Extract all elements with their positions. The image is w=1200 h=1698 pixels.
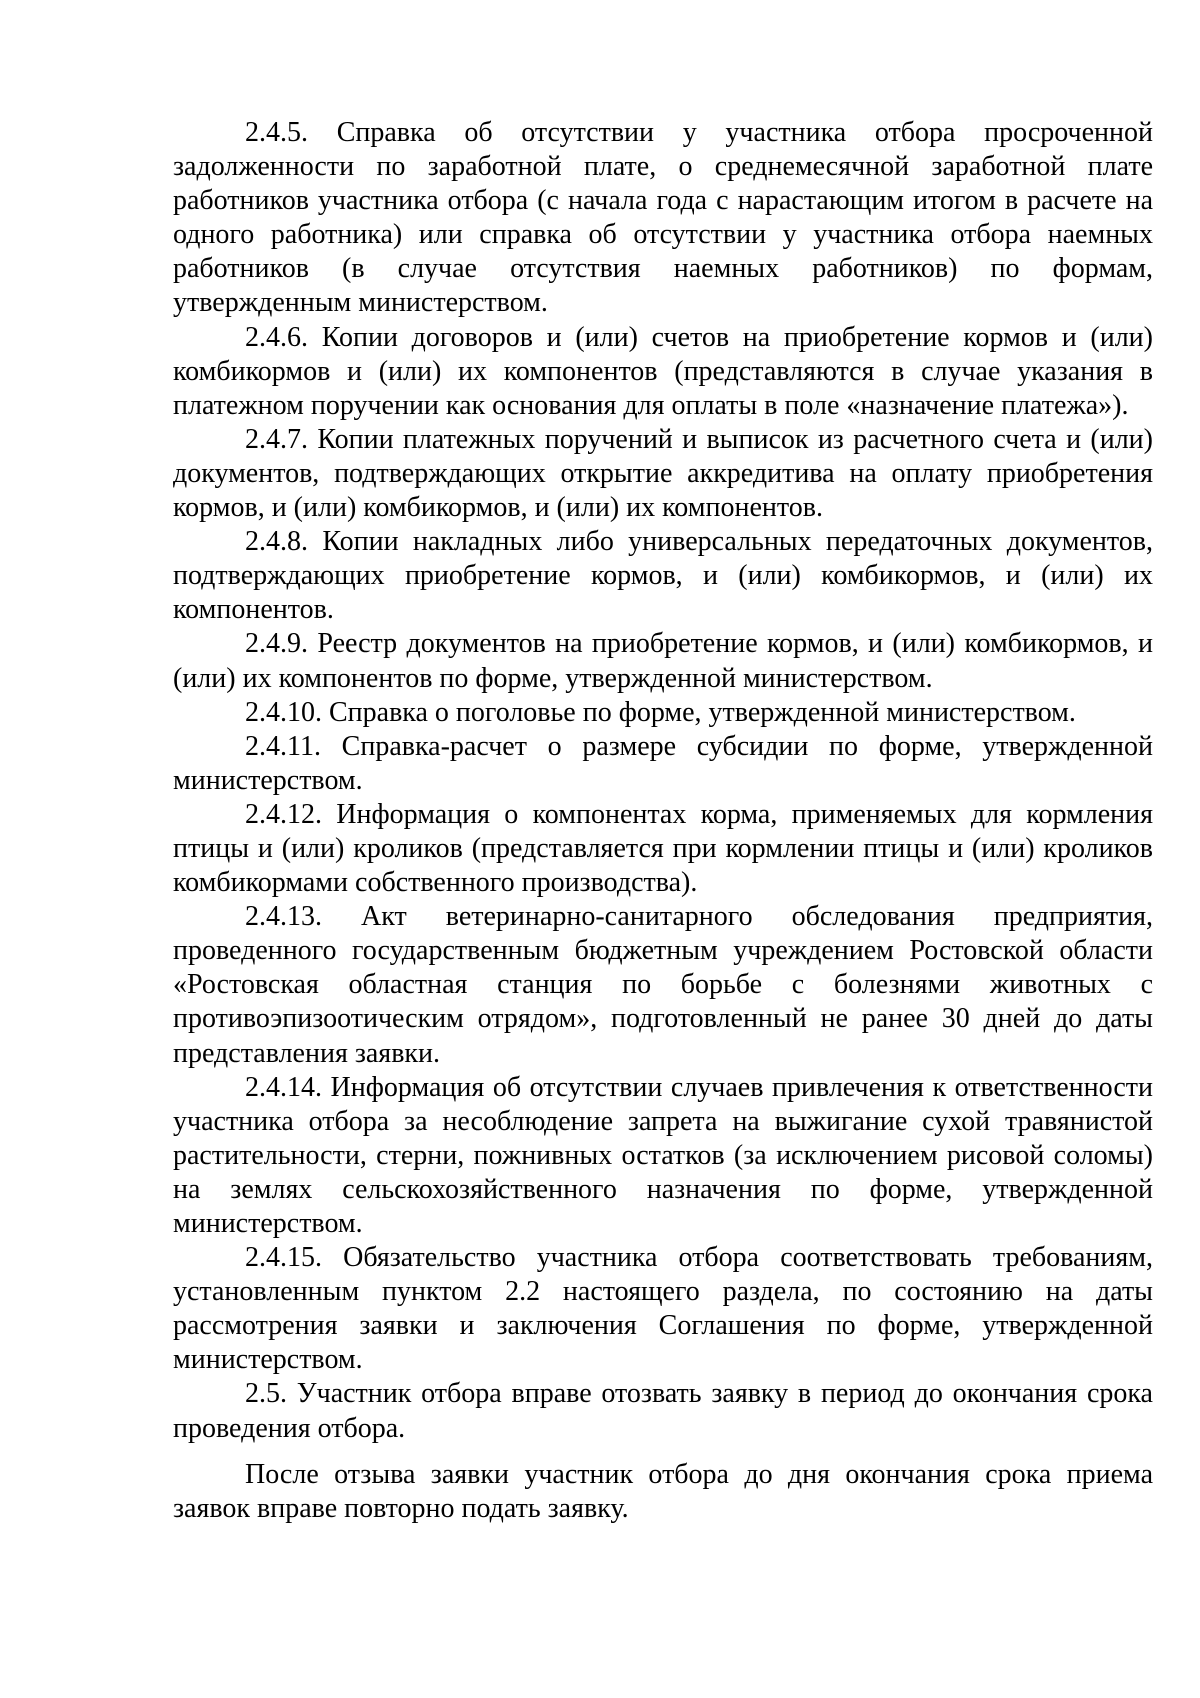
paragraph-2-4-5: 2.4.5. Справка об отсутствии у участника отбора просроченной задолженности по заработной плате, о среднемесячной заработной плате работников участника отбора (с начала года с нарастающим итогом в расчете на одного работника) или справка об отсутствии у участника отбора наемных работников (в случае отсутствия наемных работников) по формам, утвержденным министерством. xyxy=(173,117,1153,319)
paragraph-2-4-9: 2.4.9. Реестр документов на приобретение кормов, и (или) комбикормов, и (или) их компонентов по форме, утвержденной министерством. xyxy=(173,628,1153,694)
paragraph-withdrawal-note: После отзыва заявки участник отбора до дня окончания срока приема заявок вправе повторно подать заявку. xyxy=(173,1458,1153,1524)
paragraph-2-4-8: 2.4.8. Копии накладных либо универсальных передаточных документов, подтверждающих приобретение кормов, и (или) комбикормов, и (или) их компонентов. xyxy=(173,526,1153,626)
paragraph-2-4-6: 2.4.6. Копии договоров и (или) счетов на приобретение кормов и (или) комбикормов и (или) их компонентов (представляются в случае указания в платежном поручении как основания для оплаты в поле «назначение платежа»). xyxy=(173,321,1153,421)
paragraph-2-4-14: 2.4.14. Информация об отсутствии случаев привлечения к ответственности участника отбора за несоблюдение запрета на выжигание сухой травянистой растительности, стерни, пожнивных остатков (за исключением рисовой соломы) на землях сельскохозяйственного назначения по форме, утвержденной министерством. xyxy=(173,1071,1153,1239)
document-body xyxy=(173,116,1153,1526)
paragraph-2-4-7: 2.4.7. Копии платежных поручений и выписок из расчетного счета и (или) документов, подтверждающих открытие аккредитива на оплату приобретения кормов, и (или) комбикормов, и (или) их компонентов. xyxy=(173,423,1153,524)
paragraph-2-4-15: 2.4.15. Обязательство участника отбора соответствовать требованиям, установленным пунктом 2.2 настоящего раздела, по состоянию на даты рассмотрения заявки и заключения Соглашения по форме, утвержденной министерством. xyxy=(173,1242,1153,1376)
paragraph-2-4-13: 2.4.13. Акт ветеринарно-санитарного обследования предприятия, проведенного государственным бюджетным учреждением Ростовской области «Ростовская областная станция по борьбе с болезнями животных с противоэпизоотическим отрядом», подготовленный не ранее 30 дней до даты представления заявки. xyxy=(173,901,1153,1069)
paragraph-2-5: 2.5. Участник отбора вправе отозвать заявку в период до окончания срока проведения отбора. xyxy=(173,1378,1153,1444)
paragraph-2-4-10: 2.4.10. Справка о поголовье по форме, утвержденной министерством. xyxy=(245,696,1076,728)
paragraph-2-4-12: 2.4.12. Информация о компонентах корма, применяемых для кормления птицы и (или) кроликов (представляется при кормлении птицы и (или) кроликов комбикормами собственного производства). xyxy=(173,798,1153,899)
paragraph-2-4-11: 2.4.11. Справка-расчет о размере субсидии по форме, утвержденной министерством. xyxy=(173,730,1153,796)
